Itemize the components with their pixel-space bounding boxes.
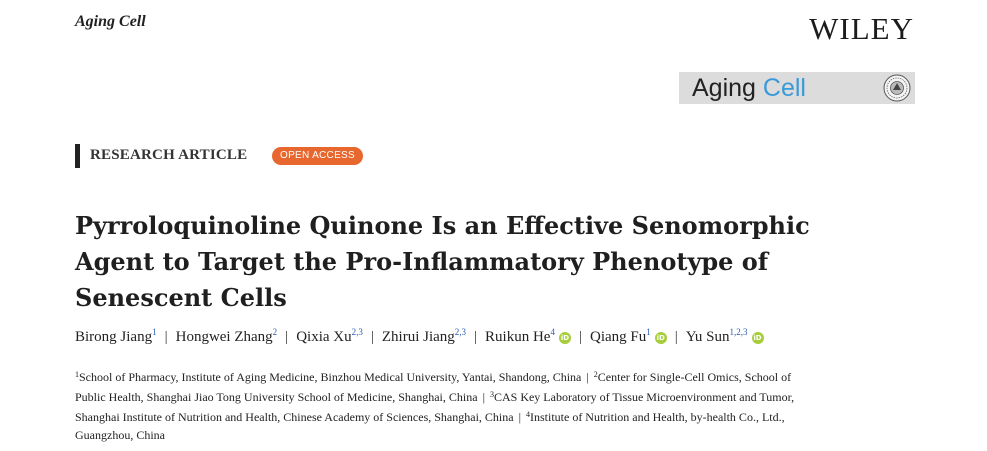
affiliation-text: Public Health, Shanghai Jiao Tong University School of Medicine, Shanghai, China [75, 390, 478, 404]
affiliation-text: CAS Key Laboratory of Tissue Microenvironment and Tumor, [493, 390, 795, 404]
author[interactable] [296, 329, 363, 345]
affiliation-number: 3 [489, 390, 494, 399]
affiliation-text: Guangzhou, China [75, 428, 165, 442]
author-affiliation-ref[interactable]: 2,3 [454, 327, 467, 337]
author[interactable] [590, 329, 667, 345]
author-name[interactable]: Hongwei Zhang [175, 329, 273, 345]
journal-name: Aging Cell [75, 13, 146, 30]
affiliation-number: 2 [593, 370, 598, 379]
journal-seal-icon [883, 74, 911, 102]
author-name[interactable]: Zhirui Jiang [381, 329, 455, 345]
author-separator: | [474, 329, 478, 345]
orcid-icon[interactable]: iD [656, 334, 665, 342]
author-affiliation-ref[interactable]: 4 [550, 327, 555, 337]
banner-aging-text: Aging [692, 74, 756, 102]
affiliation-number: 4 [525, 410, 530, 419]
title-line: Senescent Cells [75, 283, 287, 312]
publisher-logo[interactable]: WILEY [809, 11, 914, 46]
author-affiliation-ref[interactable]: 2,3 [351, 327, 363, 337]
orcid-icon[interactable]: iD [753, 334, 762, 342]
affiliation-line [75, 406, 885, 426]
affiliation-text: Institute of Nutrition and Health, by-health Co., Ltd., [529, 410, 785, 424]
affiliation-number: 1 [75, 370, 79, 379]
author[interactable] [686, 329, 764, 345]
affiliations [75, 366, 885, 444]
author-name[interactable]: Yu Sun [685, 329, 730, 345]
orcid-icon[interactable]: iD [560, 334, 570, 342]
author-list [75, 327, 764, 346]
affiliation-text: Shanghai Institute of Nutrition and Health, Chinese Academy of Sciences, Shanghai, China [75, 410, 514, 424]
affiliation-line [75, 386, 885, 406]
author-separator: | [164, 329, 168, 345]
title-line: Pyrroloquinoline Quinone Is an Effective Senomorphic [75, 211, 810, 240]
banner-cell-text: Cell [762, 74, 806, 102]
affiliation-line [75, 366, 885, 386]
author-separator: | [285, 329, 289, 345]
author-name[interactable]: Ruikun He [485, 329, 551, 345]
author[interactable] [382, 329, 466, 345]
affiliation-text: School of Pharmacy, Institute of Aging Medicine, Binzhou Medical University, Yantai, Shandong, China [79, 370, 582, 384]
banner-title [692, 72, 806, 104]
author-affiliation-ref[interactable]: 2 [272, 327, 278, 337]
affiliation-separator: | [482, 390, 485, 404]
affiliation-text: Center for Single-Cell Omics, School of [597, 370, 792, 384]
title-line: Agent to Target the Pro-Inflammatory Phenotype of [75, 247, 769, 276]
author-separator: | [578, 329, 582, 345]
journal-banner[interactable] [679, 72, 915, 104]
author-affiliation-ref[interactable]: 1 [152, 327, 157, 337]
author[interactable] [176, 329, 278, 345]
author-affiliation-ref[interactable]: 1 [646, 327, 651, 337]
article-type: RESEARCH ARTICLE [90, 147, 248, 163]
article-type-bar [75, 144, 80, 168]
author[interactable] [75, 329, 157, 345]
author-affiliation-ref[interactable]: 1,2,3 [729, 327, 748, 337]
affiliation-separator: | [586, 370, 589, 384]
affiliation-line [75, 426, 885, 444]
article-title [75, 208, 895, 316]
author-name[interactable]: Birong Jiang [75, 329, 153, 345]
author-separator: | [674, 329, 678, 345]
affiliation-separator: | [518, 410, 521, 424]
open-access-badge: OPEN ACCESS [272, 147, 363, 165]
author-name[interactable]: Qiang Fu [589, 329, 647, 345]
author-separator: | [370, 329, 374, 345]
author-name[interactable]: Qixia Xu [296, 329, 352, 345]
author[interactable] [485, 329, 571, 345]
